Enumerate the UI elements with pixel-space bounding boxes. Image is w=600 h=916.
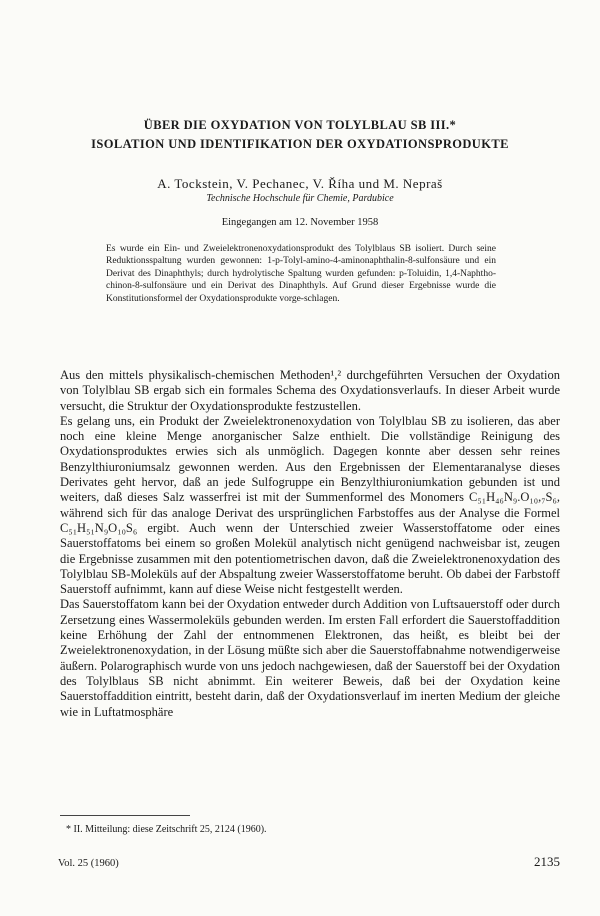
abstract-text: Es wurde ein Ein- und Zweielektronenoxydationsprodukt des Tolylblaus SB isoliert. Durch seine Reduktionsspaltung wurden gewonnen: 1-p-Tolyl-amino-4-aminonaphthalin-8-sulfonsäure und ein Derivat des Dinaphthyls; durch hydrolytische Spaltung wurden gefunden: p-Toluidin, 1,4-Naphtho-chinon-8-sulfonsäure und ein Derivat des Dinaphthyls. Auf Grund dieser Ergebnisse wurde die Konstitutionsformel der Oxydationsprodukte vorge-schlagen. [106, 244, 496, 304]
page-number: 2135 [534, 854, 560, 869]
received-date: Eingegangen am 12. November 1958 [221, 217, 379, 228]
journal-volume: Vol. 25 (1960) [58, 858, 119, 869]
abstract [106, 243, 496, 305]
paragraph-3: Das Sauerstoffatom kann bei der Oxydation entweder durch Addition von Luftsauerstoff oder durch Zersetzung eines Wassermoleküls gebunden werden. Im ersten Fall erfordert die Sauerstoffaddition keine Erhöhung der Zahl der entnommenen Elektronen, das heißt, es bleibt bei der Zweielektronenoxydation, in der Lösung müßte sich aber die Sauerstoffabnahme notwendigerweise äußern. Polarographisch wurde von uns jedoch nachgewiesen, daß der Sauerstoff bei der Oxydation des Tolylblaus SB nicht abnimmt. Ein weiterer Beweis, daß bei der Oxydation keine Sauerstoffaddition eintritt, besteht darin, daß der Oxydationsverlauf im inerten Medium der gleiche wie in Luftatmosphäre [60, 597, 560, 719]
paragraph-1: Aus den mittels physikalisch-chemischen Methoden¹,² durchgeführten Versuchen der Oxydation von Tolylblau SB ergab sich ein formales Schema des Oxydationsverlaufs. In dieser Arbeit wurde versucht, die Struktur der Oxydationsprodukte festzustellen. [60, 368, 560, 413]
paragraph-2: Es gelang uns, ein Produkt der Zweielektronenoxydation von Tolylblau SB zu isolieren, das aber noch eine kleine Menge anorganischer Salze enthielt. Die vollständige Reinigung des Oxydationsproduktes erwies sich als unmöglich. Dagegen konnte aber dessen sehr reines Benzylthiuroniumsalz gewonnen werden. Aus den Ergebnissen der Elementaranalyse dieses Derivates geht hervor, daß an jede Sulfogruppe ein Benzylthiuroniumkation gebunden ist und weiters, daß dieses Salz wasserfrei ist mit der Summenformel des Monomers C₅₁H₄₆N₉.O₁₀,₇S₆, während sich für das analoge Derivat des ursprünglichen Farbstoffes aus der Analyse die Formel C₅₁H₅₁N₉O₁₀S₆ ergibt. Auch wenn der Unterschied zweier Wasserstoffatome oder eines Sauerstoffatoms bei einem so großen Molekül analytisch nicht genügend nachweisbar ist, zeugen die Ergebnisse zusammen mit den potentiometrischen davon, daß die Zweielektronenoxydation des Tolylblau SB-Moleküls auf der Abspaltung zweier Wasserstoffatome beruht. Ob dabei der Farbstoff Sauerstoff aufnimmt, kann auf diese Weise nicht festgestellt werden. [60, 413, 560, 597]
authors: A. Tockstein, V. Pechanec, V. Říha und M. Nepraš [157, 176, 443, 191]
body-text [60, 368, 560, 720]
paper-title-line-2: ISOLATION UND IDENTIFIKATION DER OXYDATIONSPRODUKTE [91, 137, 509, 151]
footnote-divider [60, 815, 190, 816]
footnote: * II. Mitteilung: diese Zeitschrift 25, 2124 (1960). [66, 824, 267, 835]
affiliation: Technische Hochschule für Chemie, Pardubice [206, 193, 394, 204]
paper-title-line-1: ÜBER DIE OXYDATION VON TOLYLBLAU SB III.* [143, 118, 457, 132]
